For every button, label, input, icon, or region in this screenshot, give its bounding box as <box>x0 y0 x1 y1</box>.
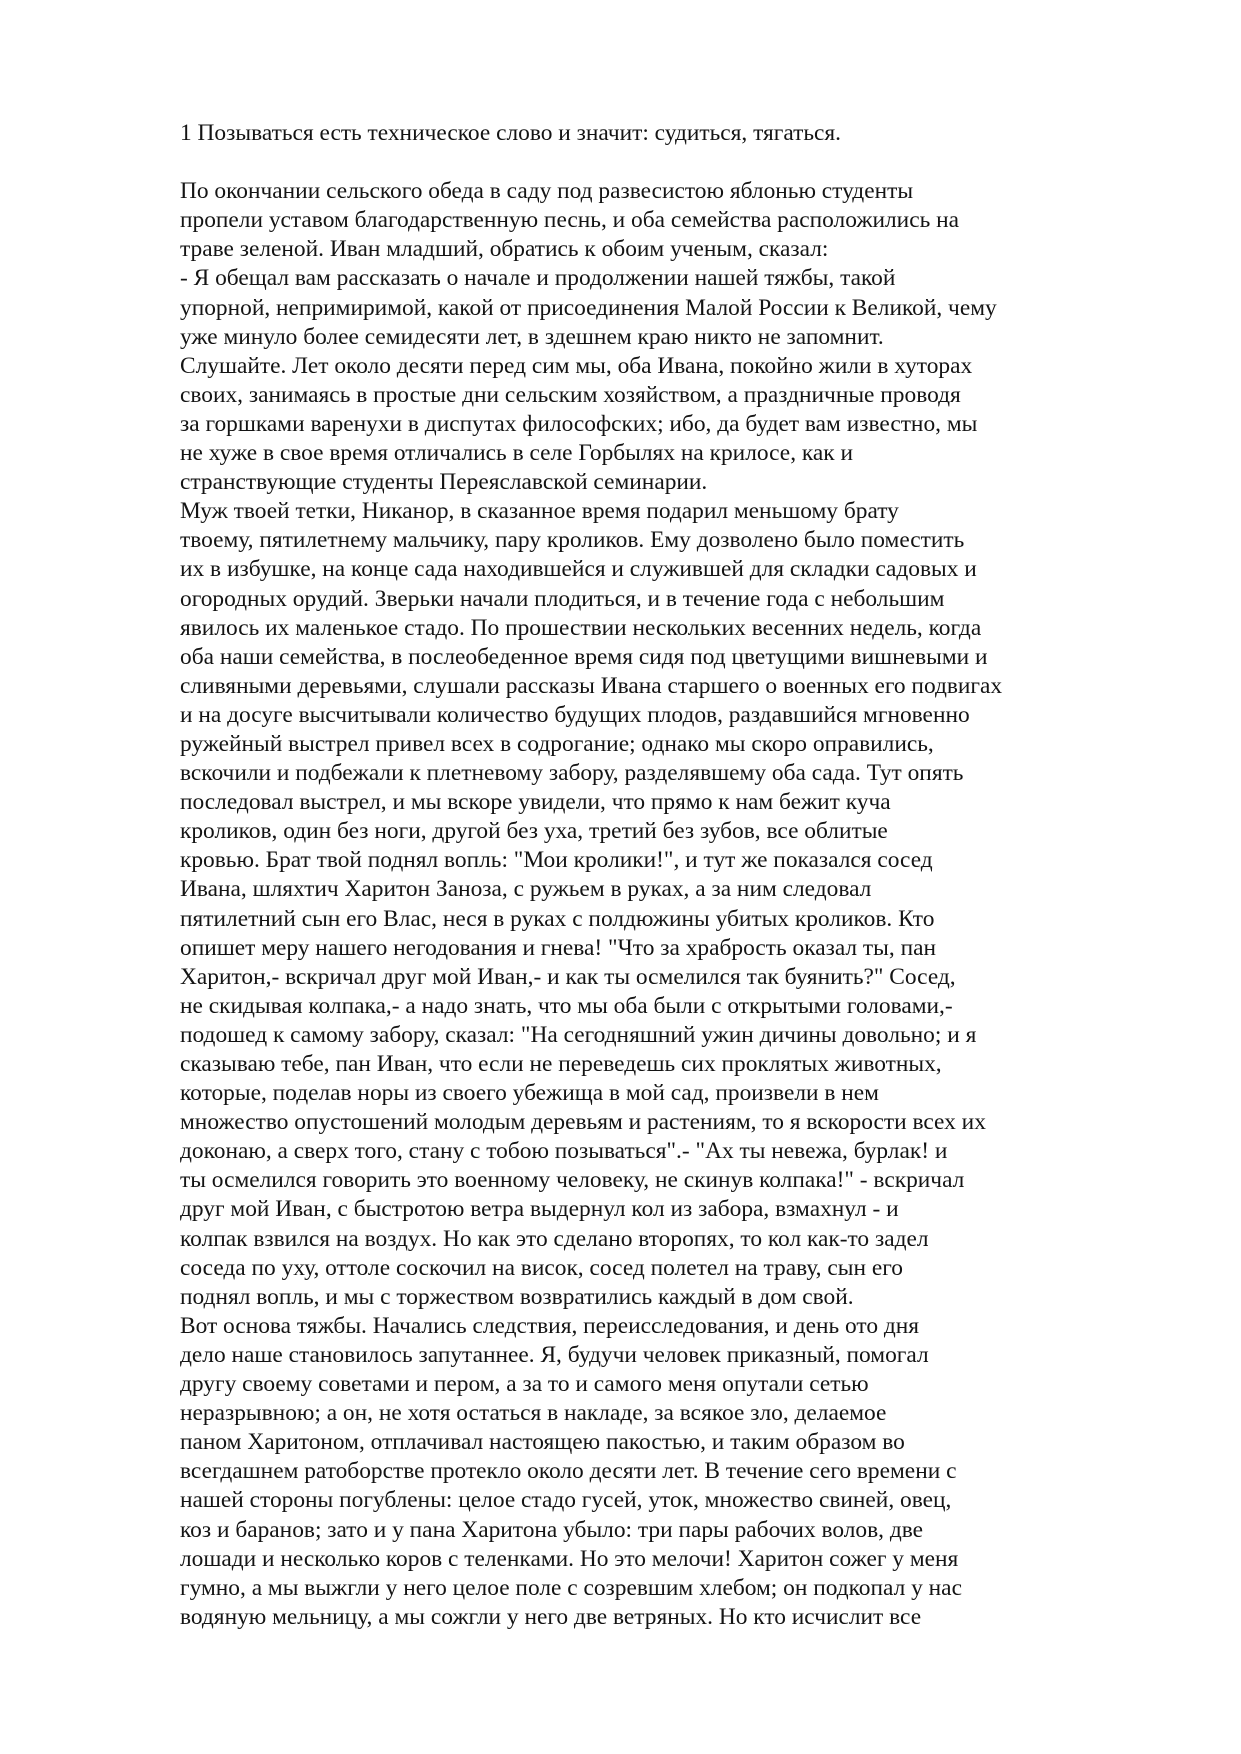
text-line: кровью. Брат твой поднял вопль: "Мои кролики!", и тут же показался сосед <box>180 847 933 874</box>
text-line: упорной, непримиримой, какой от присоединения Малой России к Великой, чему <box>180 294 997 321</box>
text-line: соседа по уху, оттоле соскочил на висок, сосед полетел на траву, сын его <box>180 1254 903 1281</box>
document-text <box>180 119 1180 1632</box>
text-line: Харитон,- вскричал друг мой Иван,- и как ты осмелился так буянить?" Сосед, <box>180 963 956 990</box>
text-line: коз и баранов; зато и у пана Харитона убыло: три пары рабочих волов, две <box>180 1516 924 1543</box>
text-line: не хуже в свое время отличались в селе Горбылях на крилосе, как и <box>180 440 854 467</box>
text-line: другу своему советами и пером, а за то и самого меня опутали сетью <box>180 1371 869 1398</box>
text-line: неразрывною; а он, не хотя остаться в накладе, за всякое зло, делаемое <box>180 1400 887 1427</box>
footnote-line: 1 Позываться есть техническое слово и значит: судиться, тягаться. <box>180 120 842 146</box>
text-line: сказываю тебе, пан Иван, что если не переведешь сих проклятых животных, <box>180 1051 942 1077</box>
text-line: Муж твоей тетки, Никанор, в сказанное время подарил меньшому брату <box>180 498 899 525</box>
text-line: гумно, а мы выжгли у него целое поле с созревшим хлебом; он подкопал у нас <box>180 1574 962 1601</box>
text-line: своих, занимаясь в простые дни сельским хозяйством, а праздничные проводя <box>180 381 961 408</box>
text-line: огородных орудий. Зверьки начали плодиться, и в течение года с небольшим <box>180 585 945 612</box>
text-line: траве зеленой. Иван младший, обратись к обоим ученым, сказал: <box>180 236 829 263</box>
text-line: множество опустошений молодым деревьям и растениям, то я вскорости всех их <box>180 1109 986 1136</box>
text-line: друг мой Иван, с быстротою ветра выдернул кол из забора, взмахнул - и <box>180 1196 899 1223</box>
text-line: явилось их маленькое стадо. По прошествии нескольких весенних недель, когда <box>180 614 982 641</box>
text-line: за горшками варенухи в диспутах философских; ибо, да будет вам известно, мы <box>180 410 978 437</box>
text-line: последовал выстрел, и мы вскоре увидели, что прямо к нам бежит куча <box>180 789 891 816</box>
text-line: их в избушке, на конце сада находившейся и служившей для складки садовых и <box>180 556 977 583</box>
text-line: не скидывая колпака,- а надо знать, что мы оба были с открытыми головами,- <box>180 992 953 1019</box>
text-line: пятилетний сын его Влас, неся в руках с полдюжины убитых кроликов. Кто <box>180 905 935 932</box>
text-line: ружейный выстрел привел всех в содрогание; однако мы скоро оправились, <box>180 730 934 757</box>
blank-line <box>180 148 1180 177</box>
text-line: - Я обещал вам рассказать о начале и продолжении нашей тяжбы, такой <box>180 265 896 292</box>
text-line: Вот основа тяжбы. Начались следствия, переисследования, и день ото дня <box>180 1312 920 1339</box>
text-line: колпак взвился на воздух. Но как это сделано второпях, то кол как-то задел <box>180 1225 929 1252</box>
text-line: всегдашнем ратоборстве протекло около десяти лет. В течение сего времени с <box>180 1458 957 1485</box>
text-line: кроликов, один без ноги, другой без уха, третий без зубов, все облитые <box>180 818 888 845</box>
text-line: оба наши семейства, в послеобеденное время сидя под цветущими вишневыми и <box>180 643 988 670</box>
text-line: и на досуге высчитывали количество будущих плодов, раздавшийся мгновенно <box>180 701 970 728</box>
text-line: лошади и несколько коров с теленками. Но это мелочи! Харитон сожег у меня <box>180 1545 959 1572</box>
text-line: сливяными деревьями, слушали рассказы Ивана старшего о военных его подвигах <box>180 672 1003 699</box>
text-line: опишет меру нашего негодования и гнева! "Что за храбрость оказал ты, пан <box>180 934 936 961</box>
text-line: Ивана, шляхтич Харитон Заноза, с ружьем в руках, а за ним следовал <box>180 876 872 903</box>
text-line: По окончании сельского обеда в саду под развесистою яблонью студенты <box>180 178 914 205</box>
text-line: водяную мельницу, а мы сожгли у него две ветряных. Но кто исчислит все <box>180 1603 922 1630</box>
text-line: Слушайте. Лет около десяти перед сим мы, оба Ивана, покойно жили в хуторах <box>180 352 973 379</box>
text-line: поднял вопль, и мы с торжеством возвратились каждый в дом свой. <box>180 1283 854 1310</box>
text-line: странствующие студенты Переяславской семинарии. <box>180 469 708 496</box>
text-line: пропели уставом благодарственную песнь, и оба семейства расположились на <box>180 207 959 234</box>
text-line: дело наше становилось запутаннее. Я, будучи человек приказный, помогал <box>180 1341 929 1368</box>
text-line: ты осмелился говорить это военному человеку, не скинув колпака!" - вскричал <box>180 1167 965 1194</box>
text-line: паном Харитоном, отплачивал настоящею пакостью, и таким образом во <box>180 1429 905 1456</box>
text-line: уже минуло более семидесяти лет, в здешнем краю никто не запомнит. <box>180 323 884 350</box>
text-line: вскочили и подбежали к плетневому забору, разделявшему оба сада. Тут опять <box>180 760 964 787</box>
text-line: нашей стороны погублены: целое стадо гусей, уток, множество свиней, овец, <box>180 1487 952 1514</box>
text-line: которые, поделав норы из своего убежища в мой сад, произвели в нем <box>180 1080 879 1107</box>
text-line: твоему, пятилетнему мальчику, пару кроликов. Ему дозволено было поместить <box>180 527 965 554</box>
text-line: доконаю, а сверх того, стану с тобою позываться".- "Ах ты невежа, бурлак! и <box>180 1138 948 1165</box>
text-line: подошед к самому забору, сказал: "На сегодняшний ужин дичины довольно; и я <box>180 1021 977 1048</box>
